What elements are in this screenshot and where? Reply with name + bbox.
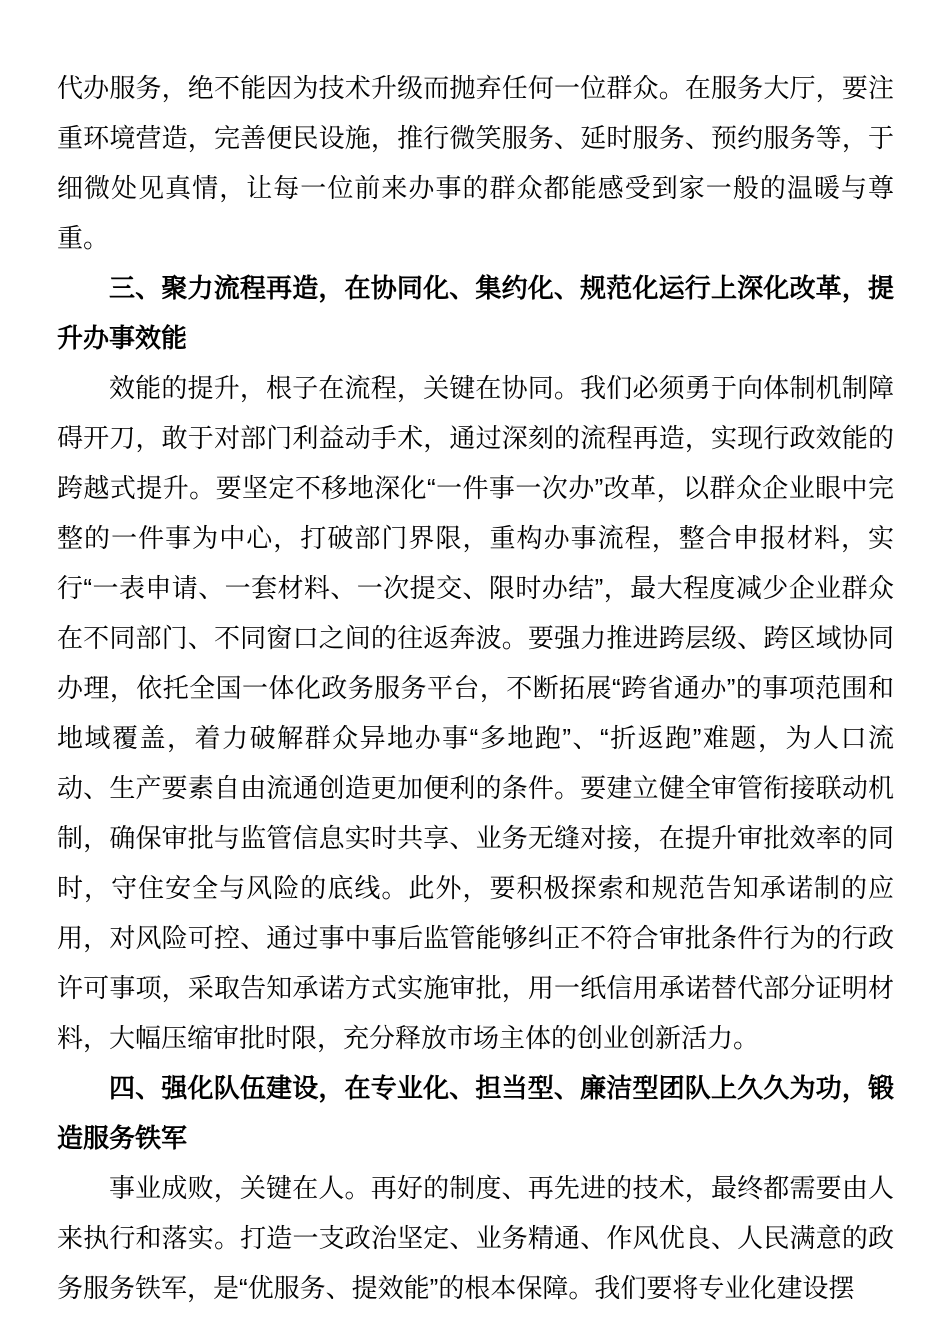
heading-section-three: 三、聚力流程再造，在协同化、集约化、规范化运行上深化改革，提升办事效能: [57, 273, 894, 353]
paragraph-service-hall-continuation: 代办服务，绝不能因为技术升级而抛弃任何一位群众。在服务大厅，要注重环境营造，完善便民设施，推行微笑服务、延时服务、预约服务等，于细微处见真情，让每一位前来办事的群众都能感受到家一般的温暖与尊重。: [57, 73, 894, 253]
heading-section-four: 四、强化队伍建设，在专业化、担当型、廉洁型团队上久久为功，锻造服务铁军: [57, 1073, 894, 1153]
paragraph-team-building: 事业成败，关键在人。再好的制度、再先进的技术，最终都需要由人来执行和落实。打造一支政治坚定、业务精通、作风优良、人民满意的政务服务铁军，是“优服务、提效能”的根本保障。我们要将专业化建设摆: [57, 1173, 894, 1303]
paragraph-process-reengineering: 效能的提升，根子在流程，关键在协同。我们必须勇于向体制机制障碍开刀，敢于对部门利益动手术，通过深刻的流程再造，实现行政效能的跨越式提升。要坚定不移地深化“一件事一次办”改革，以群众企业眼中完整的一件事为中心，打破部门界限，重构办事流程，整合申报材料，实行“一表申请、一套材料、一次提交、限时办结”，最大程度减少企业群众在不同部门、不同窗口之间的往返奔波。要强力推进跨层级、跨区域协同办理，依托全国一体化政务服务平台，不断拓展“跨省通办”的事项范围和地域覆盖，着力破解群众异地办事“多地跑”、“折返跑”难题，为人口流动、生产要素自由流通创造更加便利的条件。要建立健全审管衔接联动机制，确保审批与监管信息实时共享、业务无缝对接，在提升审批效率的同时，守住安全与风险的底线。此外，要积极探索和规范告知承诺制的应用，对风险可控、通过事中事后监管能够纠正不符合审批条件行为的行政许可事项，采取告知承诺方式实施审批，用一纸信用承诺替代部分证明材料，大幅压缩审批时限，充分释放市场主体的创业创新活力。: [57, 373, 894, 1053]
